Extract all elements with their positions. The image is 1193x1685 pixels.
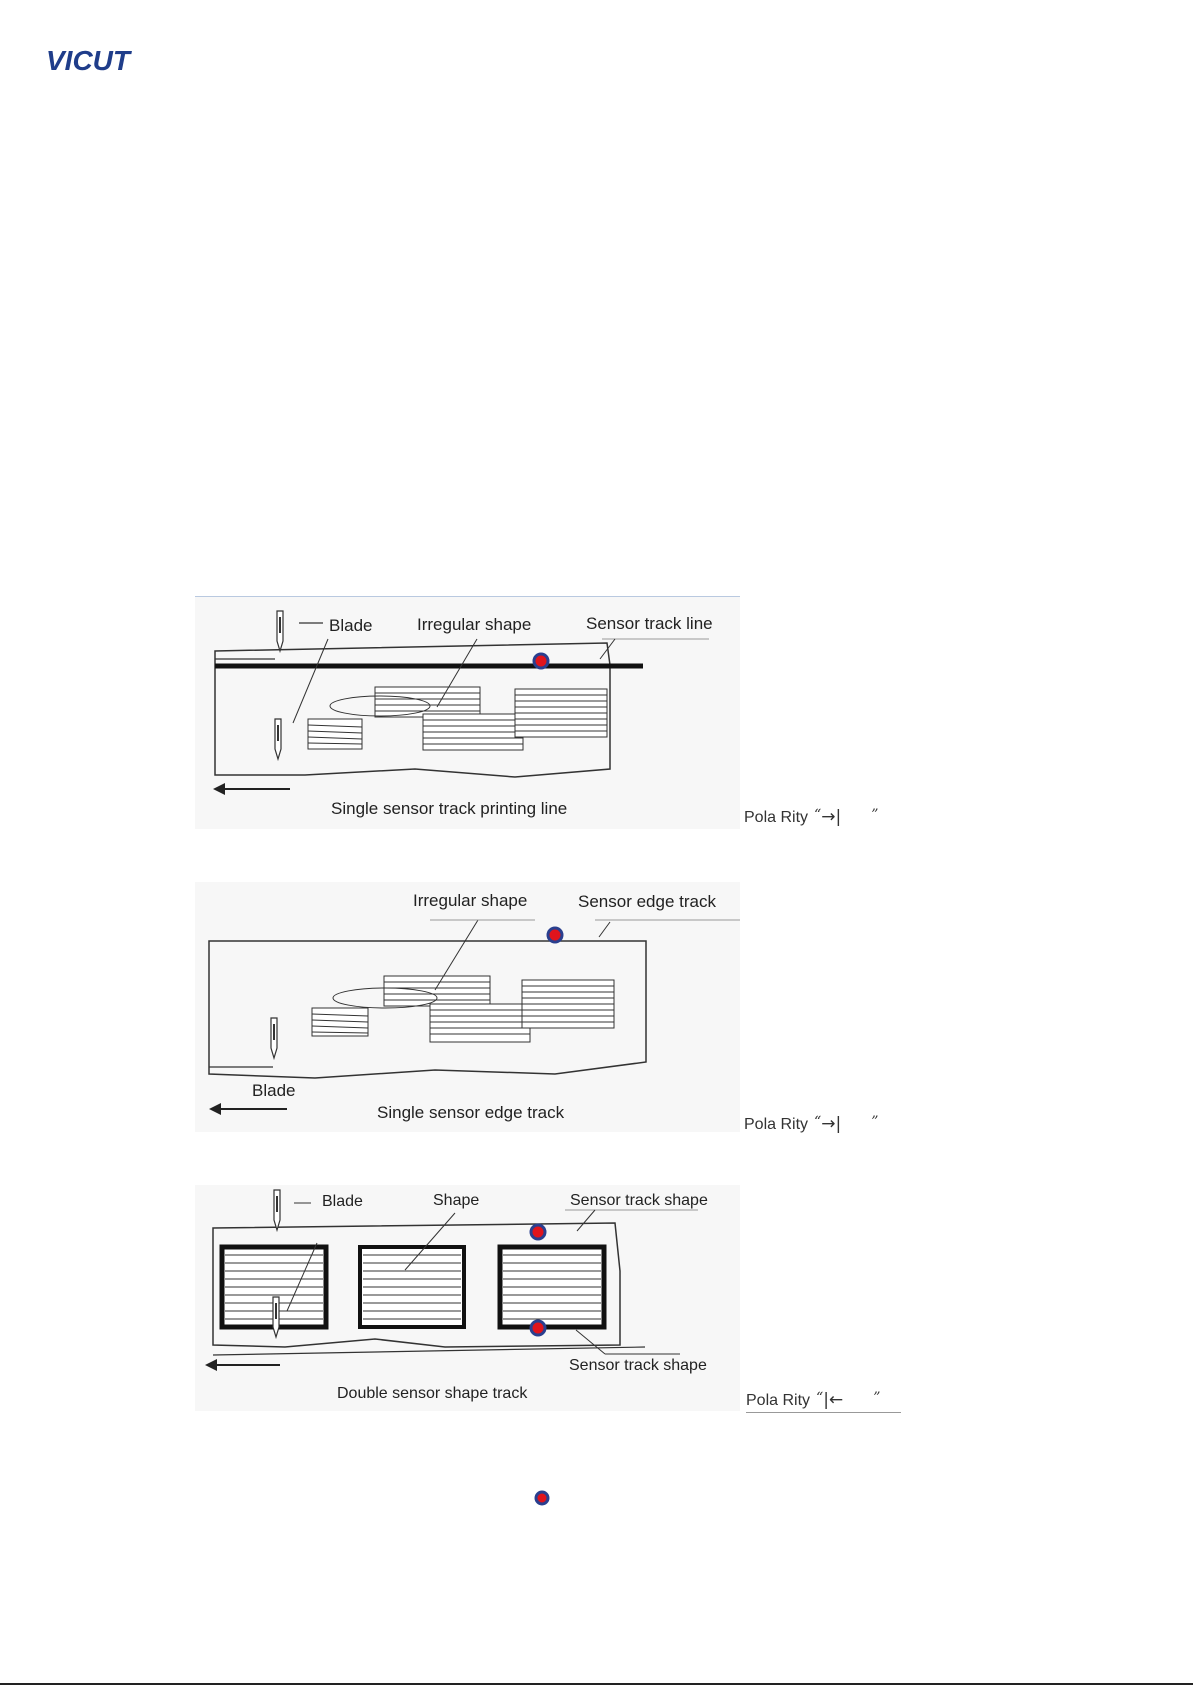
sensor-bottom-label: Sensor track shape: [569, 1357, 707, 1374]
diagram-caption: Single sensor track printing line: [331, 799, 568, 818]
blade-bottom-icon: [275, 719, 281, 759]
quote-close: ”: [873, 1390, 881, 1406]
diagram-single-sensor-track-line: [195, 596, 740, 829]
polarity-label: Pola Rity: [744, 809, 809, 826]
diagram-double-sensor-shape-track: [195, 1185, 740, 1411]
diagram-caption: Single sensor edge track: [377, 1103, 565, 1122]
diagram3-drawing: [195, 1185, 740, 1411]
polarity-indicator: [744, 807, 878, 827]
sensor-dot-top: [531, 1225, 545, 1239]
hatched-shape-large: [423, 714, 523, 750]
polarity-label: Pola Rity: [744, 1116, 809, 1133]
polarity-indicator: [744, 1114, 878, 1134]
diagram-single-sensor-edge-track: [195, 882, 740, 1132]
sensor-dot-bottom: [531, 1321, 545, 1335]
polarity-label: Pola Rity: [746, 1392, 811, 1409]
logo-text: VICUT: [46, 45, 130, 76]
blade-label: Blade: [329, 616, 373, 635]
shape-label: Irregular shape: [413, 891, 528, 910]
feed-direction-arrow: [213, 783, 290, 795]
blade-bottom-icon: [273, 1297, 279, 1337]
quote-open: “: [814, 807, 822, 823]
shape-label: Irregular shape: [417, 615, 532, 634]
blade-top-icon: [277, 611, 283, 651]
blade-top-icon: [274, 1190, 280, 1230]
polarity-arrow-icon: |←: [823, 1390, 844, 1410]
hatched-shape-mid: [375, 687, 480, 717]
polarity-indicator: [746, 1390, 901, 1413]
blade-icon: [271, 1018, 277, 1058]
feed-direction-arrow: [205, 1359, 280, 1371]
feed-direction-arrow: [209, 1103, 287, 1115]
sensor-dot: [534, 654, 548, 668]
sensor-dot-legend: [533, 1489, 551, 1507]
sensor-label: Sensor edge track: [578, 892, 716, 911]
hatched-shape-right: [522, 980, 614, 1028]
sensor-label: Sensor track line: [586, 614, 713, 633]
hatched-shape-mid: [384, 976, 490, 1006]
blade-label: Blade: [322, 1193, 363, 1210]
hatched-shape-large: [430, 1004, 530, 1042]
quote-open: “: [816, 1390, 824, 1406]
hatched-shape-right: [515, 689, 607, 737]
quote-close: ”: [871, 807, 879, 823]
shape-label: Shape: [433, 1192, 480, 1209]
hatched-shape-small: [312, 1008, 368, 1036]
quote-open: “: [814, 1114, 822, 1130]
polarity-arrow-icon: →|: [821, 1114, 842, 1134]
diagram-caption: Double sensor shape track: [337, 1385, 528, 1402]
sensor-top-label: Sensor track shape: [570, 1192, 708, 1209]
blade-label: Blade: [252, 1081, 296, 1100]
vicut-logo: [46, 44, 156, 76]
quote-close: ”: [871, 1114, 879, 1130]
sensor-dot: [548, 928, 562, 942]
hatched-shape-small: [308, 719, 362, 749]
polarity-arrow-icon: →|: [821, 807, 842, 827]
